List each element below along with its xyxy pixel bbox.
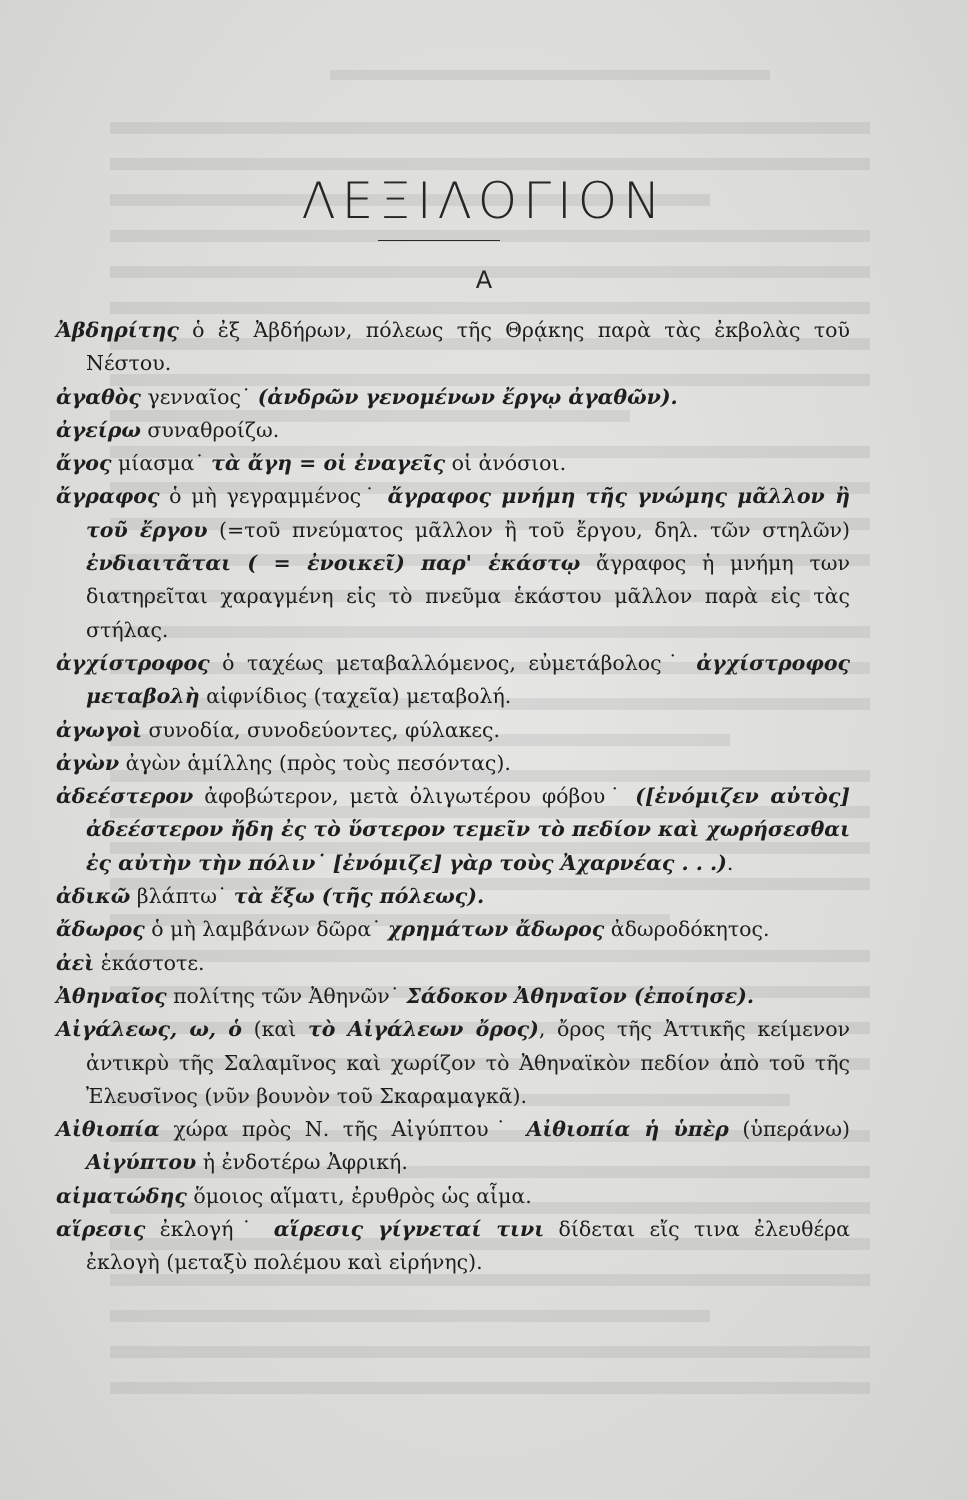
glossary-entry: [56, 980, 850, 1013]
title-rule: [378, 240, 500, 241]
glossary-entry: [56, 381, 850, 414]
glossary-entry: [56, 747, 850, 780]
headword: ἀγὼν: [56, 750, 120, 775]
definition: ὁ μὴ λαμβάνων δῶρα˙: [144, 917, 388, 942]
headword: ἀδεέστερον: [56, 784, 194, 809]
definition: αἰφνίδιος (ταχεῖα) μεταβολή.: [199, 684, 512, 709]
headword: ἀγχίστροφος: [56, 650, 210, 675]
glossary-entry: [56, 1013, 850, 1113]
definition: μίασμα˙: [111, 451, 212, 476]
headword: Αἰγάλεως, ω, ὁ: [56, 1017, 242, 1042]
quotation: Αἰθιοπία ἡ ὑπὲρ: [526, 1117, 729, 1142]
definition: ἀγὼν ἁμίλλης (πρὸς τοὺς πεσόντας).: [119, 750, 511, 775]
headword: ἄγος: [56, 451, 112, 476]
quotation: ἄγραφος μνήμη τῆς γνώμης μᾶλλον ἢ τοῦ ἔργου: [86, 484, 850, 542]
glossary-entry: [56, 780, 850, 880]
quotation: τὰ ἔξω (τῆς πόλεως).: [233, 884, 485, 909]
quotation: χρημάτων ἄδωρος: [388, 917, 605, 942]
headword: Ἀθηναῖος: [56, 983, 167, 1008]
glossary-entry: [56, 880, 850, 913]
glossary-entry: [56, 714, 850, 747]
quotation: τὸ Αἰγάλεων ὄρος): [307, 1017, 539, 1042]
headword: ἀεὶ: [56, 950, 95, 975]
definition: ἄγραφος ἡ μνήμη των διατηρεῖται χαραγμένη εἰς τὸ πνεῦμα ἑκάστου μᾶλλον παρὰ εἰς τὰς στήλας.: [86, 551, 850, 642]
definition: .: [726, 850, 734, 875]
definition: δίδεται εἴς τινα ἐλευθέρα ἐκλογὴ (μεταξὺ πολέμου καὶ εἰρήνης).: [86, 1217, 850, 1275]
glossary-entry: [56, 314, 850, 381]
definition: ἡ ἐνδοτέρω Ἀφρική.: [196, 1150, 408, 1175]
headword: αἱματώδης: [56, 1183, 187, 1208]
headword: ἄγραφος: [56, 484, 160, 509]
glossary-entry: [56, 447, 850, 480]
definition: ὁ ταχέως μεταβαλλόμενος, εὐμετάβολος˙: [209, 650, 697, 675]
quotation: Σάδοκον Ἀθηναῖον (ἐποίησε).: [406, 983, 754, 1008]
quotation: ἀγχίστροφος μεταβολὴ: [86, 650, 850, 709]
glossary-entry: [56, 913, 850, 946]
glossary-entry: [56, 414, 850, 447]
definition: , ὄρος τῆς Ἀττικῆς κείμενον ἀντικρὺ τῆς Σαλαμῖνος καὶ χωρίζον τὸ Ἀθηναϊκὸν πεδίον ἀπὸ τοῦ τῆς Ἐλευσῖνος (νῦν βουνὸν τοῦ Σκαραμαγκᾶ).: [86, 1017, 851, 1108]
definition: συνοδία, συνοδεύοντες, φύλακες.: [141, 717, 501, 742]
headword: αἵρεσις: [56, 1217, 146, 1242]
definition: ἀδωροδόκητος.: [604, 917, 770, 942]
glossary-entry: [56, 1213, 850, 1280]
quotation: αἵρεσις γίγνεταί τινι: [273, 1217, 545, 1242]
definition: ἐκλογή˙: [145, 1217, 274, 1242]
glossary-entry: [56, 1180, 850, 1213]
definition: βλάπτω˙: [130, 884, 234, 909]
definition: ὁ μὴ γεγραμμένος˙: [159, 484, 388, 509]
quotation: ἐνδιαιτᾶται ( = ἐνοικεῖ) παρ' ἑκάστῳ: [86, 551, 581, 576]
headword: Ἀβδηρίτης: [56, 318, 179, 342]
headword: ἀγαθὸς: [56, 384, 141, 409]
definition: ἀφοβώτερον, μετὰ ὀλιγωτέρου φόβου˙: [193, 784, 636, 809]
definition: (=τοῦ πνεύματος μᾶλλον ἢ τοῦ ἔργου, δηλ. τῶν στηλῶν): [207, 517, 851, 542]
definition: ἑκάστοτε.: [94, 950, 205, 975]
definition: (καὶ: [241, 1017, 308, 1042]
page-title: ΛΕΞΙΛΟΓΙΟΝ: [301, 172, 667, 230]
quotation: τὰ ἄγη = οἱ ἐναγεῖς: [211, 451, 446, 476]
definition: συναθροίζω.: [140, 417, 280, 442]
section-letter: Α: [475, 266, 493, 294]
glossary-entry: [56, 1113, 850, 1180]
quotation: ([ἐνόμιζεν αὐτὸς] ἀδεέστερον ἤδη ἐς τὸ ὕστερον τεμεῖν τὸ πεδίον καὶ χωρήσεσθαι ἐς αὐτὴν τὴν πόλιν˙ [ἐνόμιζε] γὰρ τοὺς Ἀχαρνέας . . .): [86, 784, 850, 875]
quotation: (ἀνδρῶν γενομένων ἔργῳ ἀγαθῶν).: [257, 384, 678, 409]
definition: πολίτης τῶν Ἀθηνῶν˙: [166, 983, 407, 1008]
definition: ὅμοιος αἵματι, ἐρυθρὸς ὡς αἷμα.: [186, 1183, 532, 1208]
quotation: Αἰγύπτου: [86, 1150, 197, 1175]
definition: (ὑπεράνω): [728, 1117, 850, 1142]
definition: ὁ ἐξ Ἀβδήρων, πόλεως τῆς Θρᾴκης παρὰ τὰς ἐκβολὰς τοῦ Νέστου.: [86, 318, 850, 376]
definition: χώρα πρὸς Ν. τῆς Αἰγύπτου˙: [159, 1117, 527, 1142]
headword: ἄδωρος: [56, 917, 145, 942]
headword: ἀδικῶ: [56, 884, 131, 909]
glossary-entry: [56, 647, 850, 714]
glossary-entry: [56, 947, 850, 980]
headword: Αἰθιοπία: [56, 1117, 160, 1142]
glossary-entries: [56, 314, 850, 1280]
headword: ἀγείρω: [56, 417, 141, 442]
definition: γενναῖος˙: [140, 384, 258, 409]
glossary-entry: [56, 480, 850, 646]
headword: ἀγωγοὶ: [56, 717, 142, 742]
definition: οἱ ἀνόσιοι.: [445, 451, 567, 476]
